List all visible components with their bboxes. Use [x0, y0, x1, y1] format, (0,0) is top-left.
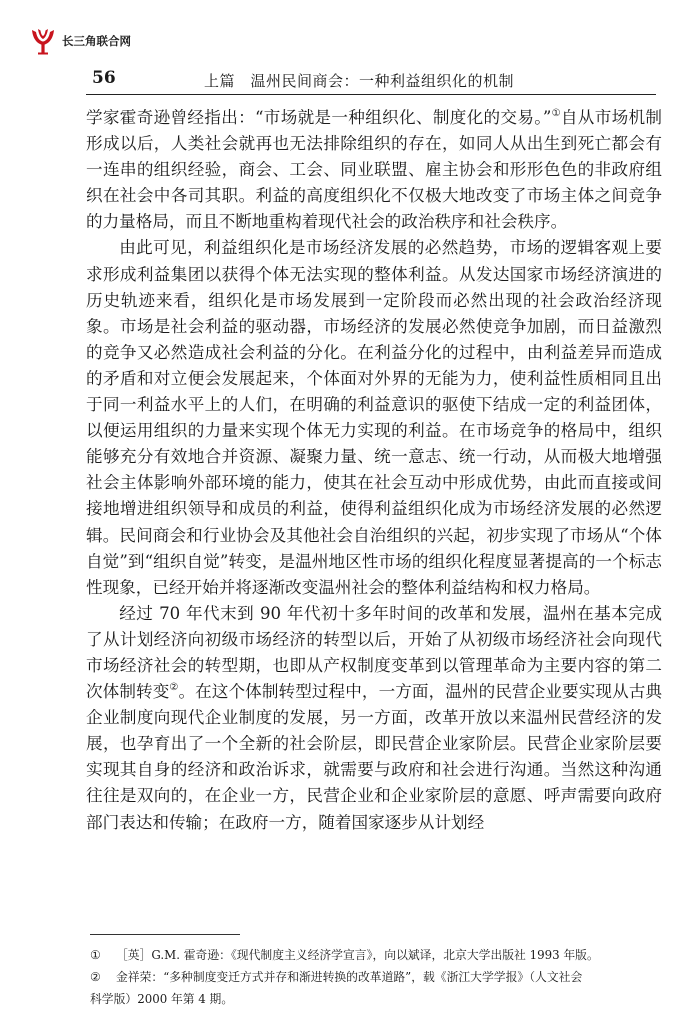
footnote-text: 金祥荣：“多种制度变迁方式并存和渐进转换的改革道路”，载《浙江大学学报》（人文社会	[116, 970, 583, 984]
paragraph-text-cont: 自从市场机制形成以后，人类社会就再也无法排除组织的存在，如同人从出生到死亡都会有一连串的组织经验，商会、工会、同业联盟、雇主协会和形形色色的非政府组织在社会中各司其职。利益的高度组织化不仅极大地改变了市场主体之间竞争的力量格局，而且不断地重构着现代社会的政治秩序和社会秩序。	[86, 108, 663, 232]
paragraph-text: 经过 70 年代末到 90 年代初十多年时间的改革和发展，温州在基本完成了从计划经济向初级市场经济的转型以后，开始了从初级市场经济社会向现代市场经济社会的转型期，也即从产权制度变革到以管理革命为主要内容的第二次体制转变	[86, 603, 662, 702]
footnote-text-cont: 科学版）2000 年第 4 期。	[90, 992, 234, 1006]
paragraph-text-cont: 。在这个体制转型过程中，一方面，温州的民营企业要实现从古典企业制度向现代企业制度的发展，另一方面，改革开放以来温州民营经济的发展，也孕育出了一个全新的社会阶层，即民营企业家阶层。民营企业家阶层要实现其自身的经济和政治诉求，就需要与政府和社会进行沟通。当然这种沟通往往是双向的，在企业一方，民营企业和企业家阶层的意愿、呼声需要向政府部门表达和传输；在政府一方，随着国家逐步从计划经	[86, 682, 663, 832]
site-logo[interactable]	[28, 26, 131, 56]
footnote-2-continued	[86, 988, 666, 1010]
footnote-1	[86, 944, 666, 966]
paragraph-1	[86, 105, 662, 235]
site-logo-text: 长三角联合网	[62, 34, 131, 48]
page-number: 56	[92, 68, 116, 88]
header-rule	[86, 94, 656, 95]
paragraph-text: 学家霍奇逊曾经指出：“市场就是一种组织化、制度化的交易。”	[86, 108, 552, 127]
running-title: 上篇 温州民间商会：一种利益组织化的机制	[204, 72, 515, 90]
footnote-ref-2[interactable]: ②	[169, 682, 179, 694]
paragraph-2	[86, 235, 662, 600]
paragraph-text: 由此可见，利益组织化是市场经济发展的必然趋势，市场的逻辑客观上要求形成利益集团以获得个体无法实现的整体利益。从发达国家市场经济演进的历史轨迹来看，组织化是市场发展到一定阶段而必然出现的社会政治经济现象。市场是社会利益的驱动器，市场经济的发展必然使竞争加剧，而日益激烈的竞争又必然造成社会利益的分化。在利益分化的过程中，由利益差异而造成的矛盾和对立便会发展起来，个体面对外界的无能为力，使利益性质相同且出于同一利益水平上的人们，在明确的利益意识的驱使下结成一定的利益团体，以便运用组织的力量来实现个体无力实现的利益。在市场竞争的格局中，组织能够充分有效地合并资源、凝聚力量、统一意志、统一行动，从而极大地增强社会主体影响外部环境的能力，使其在社会互动中形成优势，由此而直接或间接地增进组织领导和成员的利益，使得利益组织化成为市场经济发展的必然逻辑。民间商会和行业协会及其他社会自治组织的兴起，初步实现了市场从“个体自觉”到“组织自觉”转变，是温州地区性市场的组织化程度显著提高的一个标志性现象，已经开始并将逐渐改变温州社会的整体利益结构和权力格局。	[86, 238, 662, 597]
footnote-text: ［英］G.M. 霍奇逊：《现代制度主义经济学宣言》，向以斌译，北京大学出版社 1993 年版。	[116, 948, 599, 962]
footnote-2	[86, 966, 666, 988]
page-header	[86, 62, 656, 92]
footnotes	[86, 944, 666, 1010]
footnote-ref-1[interactable]: ①	[551, 108, 561, 119]
footnote-mark: ①	[90, 948, 101, 962]
body-text	[86, 105, 662, 836]
footnote-rule	[90, 934, 240, 935]
paragraph-3	[86, 601, 662, 836]
footnote-mark: ②	[90, 970, 101, 984]
y-shaped-red-logo-icon	[28, 26, 58, 56]
